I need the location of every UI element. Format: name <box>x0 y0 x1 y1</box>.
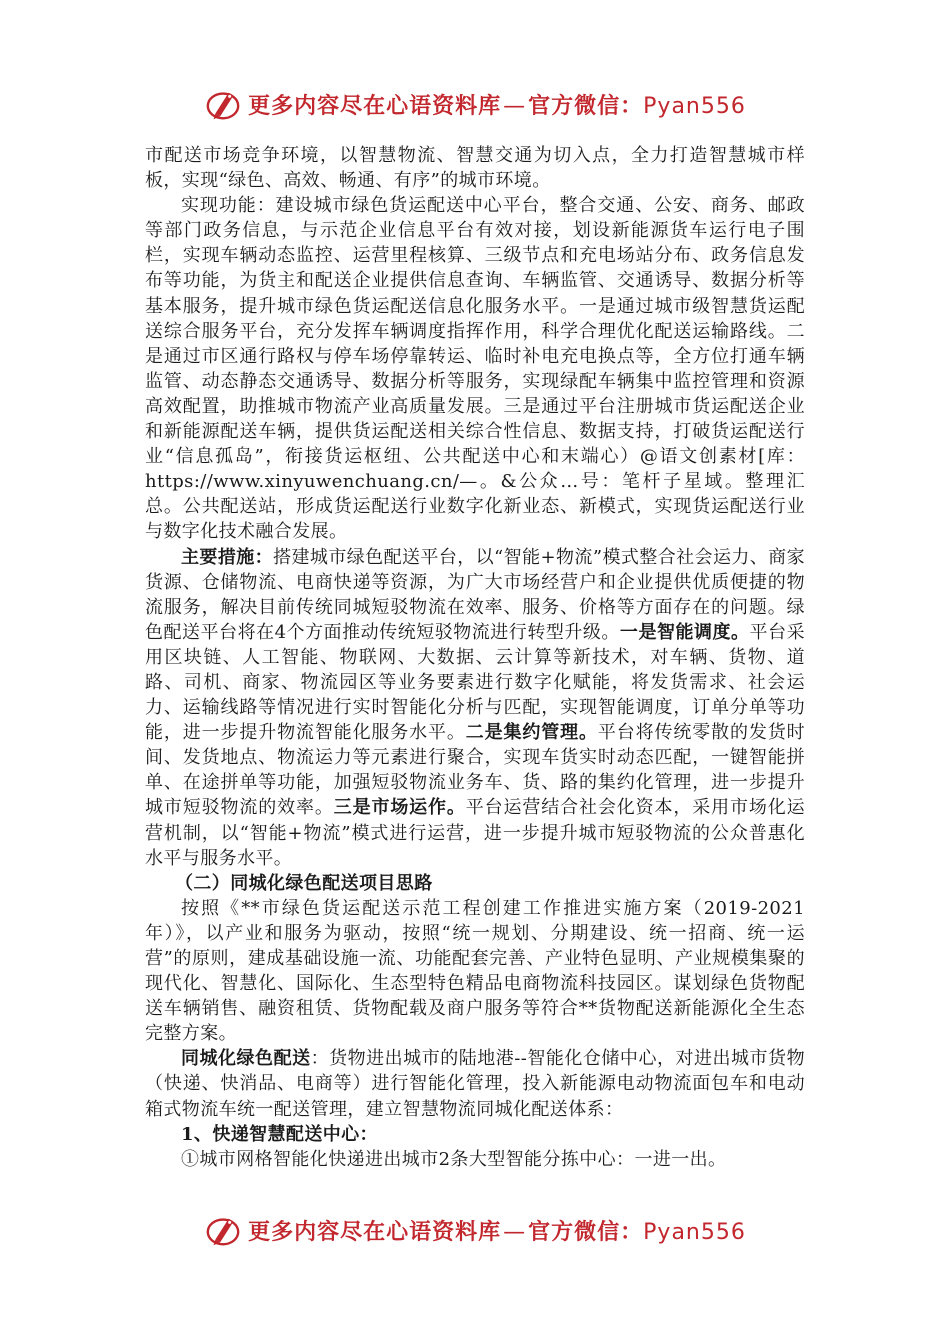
measure-3-text: 平台运营结合社会化资本，采用市场化运营机制，以“智能+物流”模式进行运营，进一步提升城市短驳物流的公众普惠化水平与服务水平。 <box>145 797 805 869</box>
measure-2-label: 二是集约管理。 <box>465 722 598 744</box>
banner-text <box>248 1215 746 1246</box>
list-item: ①城市网格智能化快递进出城市2条大型智能分拣中心：一进一出。 <box>181 1148 727 1170</box>
pen-nib-logo-icon <box>204 1211 242 1249</box>
paragraph-green-delivery <box>145 1046 805 1121</box>
paragraph-plan: 按照《**市绿色货运配送示范工程创建工作推进实施方案（2019-2021年）》，以产业和服务为驱动，按照“统一规划、分期建设、统一招商、统一运营”的原则，建成基础设施一流、功能配套完善、产业特色显明、产业规模集聚的现代化、智慧化、国际化、生态型特色精品电商物流科技园区。谋划绿色货物配送车辆销售、融资租赁、货物配载及商户服务等符合**货物配送新能源化全生态完整方案。 <box>145 897 805 1045</box>
measures-intro: 搭建城市绿色配送平台，以“智能+物流”模式整合社会运力、商家货源、仓储物流、电商快递等资源，为广大市场经营户和企业提供优质便捷的物流服务，解决目前传统同城短驳物流在效率、服务、价格等方面存在的问题。绿色配送平台将在4个方面推动传统短驳物流进行转型升级。 <box>145 546 806 643</box>
footer-banner <box>0 1206 950 1254</box>
measure-3-label: 三是市场运作。 <box>333 797 466 819</box>
banner-main-text: 更多内容尽在心语资料库 <box>248 93 502 119</box>
banner-text <box>248 89 746 120</box>
banner-separator: — <box>503 1219 527 1245</box>
paragraph-functions: 实现功能：建设城市绿色货运配送中心平台，整合交通、公安、商务、邮政等部门政务信息，与示范企业信息平台有效对接，划设新能源货车运行电子围栏，实现车辆动态监控、运营里程核算、三级节点和充电场站分布、政务信息发布等功能，为货主和配送企业提供信息查询、车辆监管、交通诱导、数据分析等基本服务，提升城市绿色货运配送信息化服务水平。一是通过城市级智慧货运配送综合服务平台，充分发挥车辆调度指挥作用，科学合理优化配送运输路线。二是通过市区通行路权与停车场停靠转运、临时补电充电换点等，全方位打通车辆监管、动态静态交通诱导、数据分析等服务，实现绿配车辆集中监控管理和资源高效配置，助推城市物流产业高质量发展。三是通过平台注册城市货运配送企业和新能源配送车辆，提供货运配送相关综合性信息、数据支持，打破货运配送行业“信息孤岛”，衔接货运枢纽、公共配送中心和末端心）@语文创素材[库：https://www.xinyuwenchuang.cn/—。&公众…号：笔杆子星域。整理汇总。公共配送站，形成货运配送行业数字化新业态、新模式，实现货运配送行业与数字化技术融合发展。 <box>145 195 805 543</box>
banner-wechat-id: Pyan556 <box>643 93 746 119</box>
banner-wechat-label: 官方微信： <box>528 1219 644 1245</box>
banner-wechat-label: 官方微信： <box>528 93 644 119</box>
measure-1-label: 一是智能调度。 <box>619 621 750 643</box>
document-body <box>145 143 805 1172</box>
subsection-heading: 1、快递智慧配送中心： <box>181 1123 378 1145</box>
measure-1-text: 平台采用区块链、人工智能、物联网、大数据、云计算等新技术，对车辆、货物、道路、司机、商家、物流园区等业务要素进行数字化赋能，将发货需求、社会运力、运输线路等情况进行实时智能化分析与匹配，实现智能调度，订单分单等功能，进一步提升物流智能化服务水平。 <box>145 621 805 744</box>
section-heading: （二）同城化绿色配送项目思路 <box>175 872 433 894</box>
header-banner <box>0 80 950 128</box>
measures-label: 主要措施： <box>181 546 274 568</box>
green-delivery-text: ：货物进出城市的陆地港--智能化仓储中心，对进出城市货物（快递、快消品、电商等）进行智能化管理，投入新能源电动物流面包车和电动箱式物流车统一配送管理，建立智慧物流同城化配送体系： <box>145 1048 805 1120</box>
banner-wechat-id: Pyan556 <box>643 1219 746 1245</box>
green-delivery-label: 同城化绿色配送 <box>181 1048 311 1070</box>
pen-nib-logo-icon <box>204 85 242 123</box>
measure-2-text: 平台将传统零散的发货时间、发货地点、物流运力等元素进行聚合，实现车货实时动态匹配，一键智能拼单、在途拼单等功能，加强短驳物流业务车、货、路的集约化管理，进一步提升城市短驳物流的效率。 <box>145 722 805 819</box>
banner-main-text: 更多内容尽在心语资料库 <box>248 1219 502 1245</box>
paragraph-1: 市配送市场竞争环境，以智慧物流、智慧交通为切入点，全力打造智慧城市样板，实现“绿色、高效、畅通、有序”的城市环境。 <box>145 145 805 192</box>
banner-separator: — <box>503 93 527 119</box>
paragraph-measures <box>145 545 805 871</box>
